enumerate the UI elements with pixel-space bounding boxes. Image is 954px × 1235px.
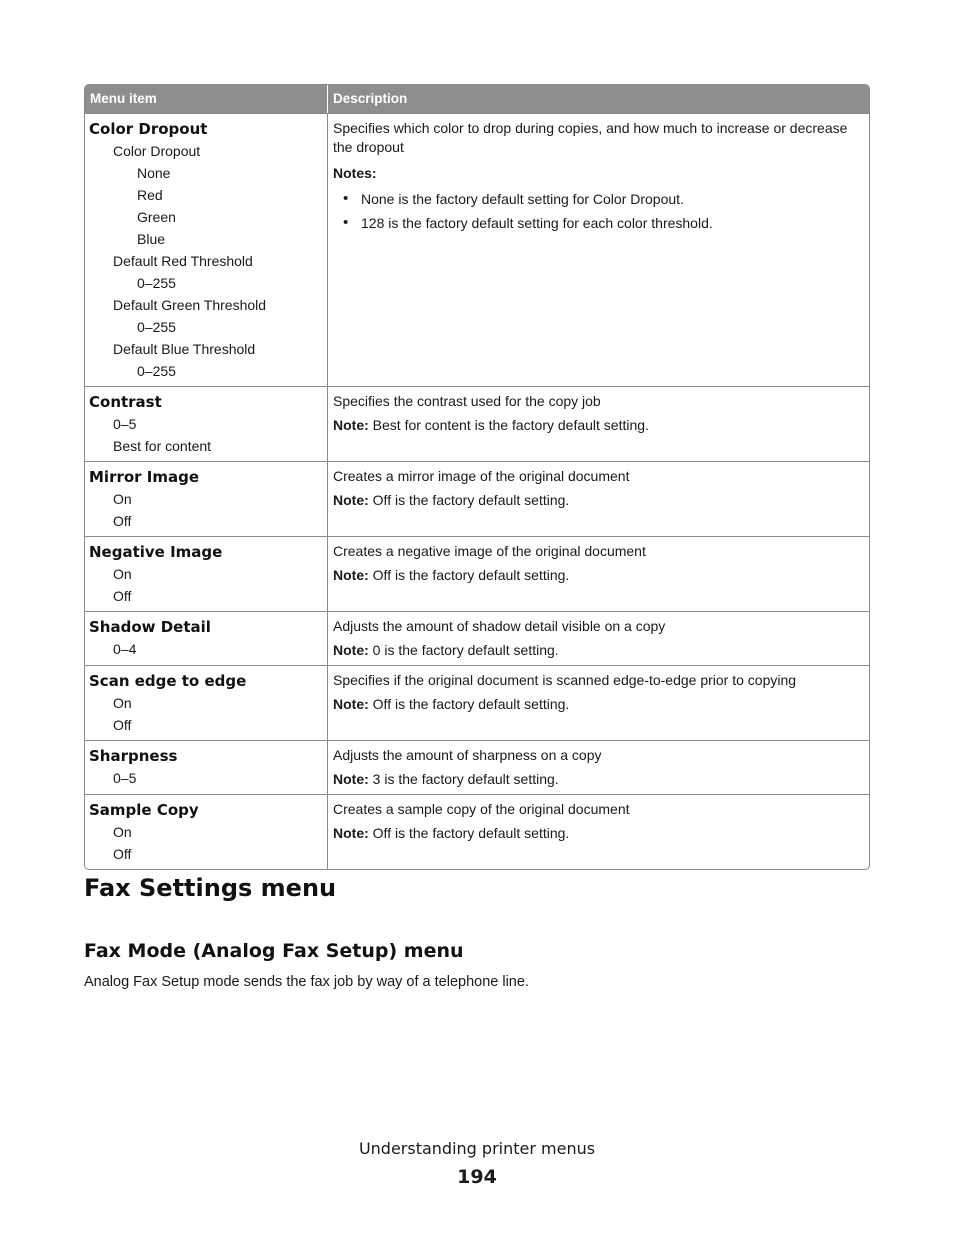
description-text: Creates a mirror image of the original document bbox=[333, 468, 630, 484]
description-cell bbox=[328, 665, 869, 740]
description-cell bbox=[328, 536, 869, 611]
note-label: Note: bbox=[333, 642, 369, 658]
menu-option: On bbox=[113, 566, 132, 582]
note-text bbox=[333, 693, 865, 715]
table-row bbox=[85, 740, 869, 794]
footer-chapter-title: Understanding printer menus bbox=[358, 1139, 596, 1158]
description-text: Specifies if the original document is scanned edge-to-edge prior to copying bbox=[333, 672, 797, 688]
note-text bbox=[333, 768, 865, 790]
note-text bbox=[333, 639, 865, 661]
description-cell bbox=[328, 794, 869, 869]
page-number: 194 bbox=[457, 1166, 497, 1188]
note-body: Best for content is the factory default setting. bbox=[372, 417, 649, 433]
notes-list bbox=[333, 189, 865, 233]
menu-option: Off bbox=[113, 846, 132, 862]
table-row bbox=[85, 461, 869, 536]
menu-option: 0–5 bbox=[113, 770, 137, 786]
menu-cell bbox=[85, 611, 328, 665]
menu-option: 0–255 bbox=[137, 275, 176, 291]
menu-option: Default Green Threshold bbox=[113, 297, 267, 313]
section-title: Fax Settings menu bbox=[84, 874, 337, 902]
description-cell bbox=[328, 740, 869, 794]
description-cell bbox=[328, 386, 869, 461]
menu-option: On bbox=[113, 491, 132, 507]
menu-option: Off bbox=[113, 717, 132, 733]
description-cell bbox=[328, 611, 869, 665]
menu-option: 0–4 bbox=[113, 641, 137, 657]
menu-option: Off bbox=[113, 588, 132, 604]
menu-option: Default Red Threshold bbox=[113, 253, 253, 269]
menu-item-title: Sharpness bbox=[89, 747, 178, 765]
menu-cell bbox=[85, 536, 328, 611]
note-label: Note: bbox=[333, 825, 369, 841]
note-body: Off is the factory default setting. bbox=[372, 825, 570, 841]
menu-cell bbox=[85, 461, 328, 536]
table-row bbox=[85, 386, 869, 461]
menu-option: 0–255 bbox=[137, 319, 176, 335]
menu-option: Color Dropout bbox=[113, 143, 201, 159]
menu-option: Green bbox=[137, 209, 176, 225]
intro-paragraph: Analog Fax Setup mode sends the fax job by way of a telephone line. bbox=[84, 974, 529, 990]
description-cell bbox=[328, 461, 869, 536]
menu-option: 0–5 bbox=[113, 416, 137, 432]
table-header-row bbox=[85, 85, 869, 113]
note-body: 0 is the factory default setting. bbox=[372, 642, 559, 658]
note-bullet: • None is the factory default setting for Color Dropout. bbox=[333, 189, 865, 209]
note-body: Off is the factory default setting. bbox=[372, 567, 570, 583]
subsection-title: Fax Mode (Analog Fax Setup) menu bbox=[84, 940, 464, 962]
menu-option: On bbox=[113, 695, 132, 711]
menu-item-title: Mirror Image bbox=[89, 468, 200, 486]
menu-cell bbox=[85, 386, 328, 461]
note-bullet: • 128 is the factory default setting for each color threshold. bbox=[333, 213, 865, 233]
description-text: Adjusts the amount of sharpness on a copy bbox=[333, 747, 602, 763]
note-label: Note: bbox=[333, 771, 369, 787]
note-text bbox=[333, 414, 865, 436]
menu-item-title: Scan edge to edge bbox=[89, 672, 247, 690]
note-body: Off is the factory default setting. bbox=[372, 696, 570, 712]
table-row bbox=[85, 113, 869, 386]
note-text bbox=[333, 822, 865, 844]
menu-table bbox=[84, 84, 870, 870]
menu-item-title: Negative Image bbox=[89, 543, 223, 561]
menu-option: Blue bbox=[137, 231, 166, 247]
note-label: Note: bbox=[333, 567, 369, 583]
description-text: Creates a sample copy of the original document bbox=[333, 801, 630, 817]
description-text: Specifies which color to drop during copies, and how much to increase or decrease the dropout bbox=[333, 120, 848, 155]
header-description: Description bbox=[328, 85, 869, 113]
header-menu-item: Menu item bbox=[85, 85, 328, 113]
menu-item-title: Shadow Detail bbox=[89, 618, 211, 636]
menu-option: None bbox=[137, 165, 171, 181]
menu-item-title: Sample Copy bbox=[89, 801, 199, 819]
menu-option: Best for content bbox=[113, 438, 212, 454]
menu-item-title: Color Dropout bbox=[89, 120, 208, 138]
note-label: Note: bbox=[333, 696, 369, 712]
menu-item-title: Contrast bbox=[89, 393, 162, 411]
menu-option: Default Blue Threshold bbox=[113, 341, 256, 357]
menu-cell bbox=[85, 665, 328, 740]
menu-cell bbox=[85, 794, 328, 869]
note-label: Note: bbox=[333, 492, 369, 508]
description-text: Adjusts the amount of shadow detail visible on a copy bbox=[333, 618, 666, 634]
table-row bbox=[85, 536, 869, 611]
note-text bbox=[333, 564, 865, 586]
note-body: Off is the factory default setting. bbox=[372, 492, 570, 508]
menu-cell bbox=[85, 113, 328, 386]
menu-option: 0–255 bbox=[137, 363, 176, 379]
note-text bbox=[333, 489, 865, 511]
menu-cell bbox=[85, 740, 328, 794]
notes-heading: Notes: bbox=[333, 165, 377, 181]
note-label: Note: bbox=[333, 417, 369, 433]
description-text: Specifies the contrast used for the copy job bbox=[333, 393, 601, 409]
menu-option: On bbox=[113, 824, 132, 840]
description-cell bbox=[328, 113, 869, 386]
table-row bbox=[85, 665, 869, 740]
menu-option: Off bbox=[113, 513, 132, 529]
menu-option: Red bbox=[137, 187, 163, 203]
table-row bbox=[85, 794, 869, 869]
note-body: 3 is the factory default setting. bbox=[372, 771, 559, 787]
table-row bbox=[85, 611, 869, 665]
description-text: Creates a negative image of the original document bbox=[333, 543, 646, 559]
